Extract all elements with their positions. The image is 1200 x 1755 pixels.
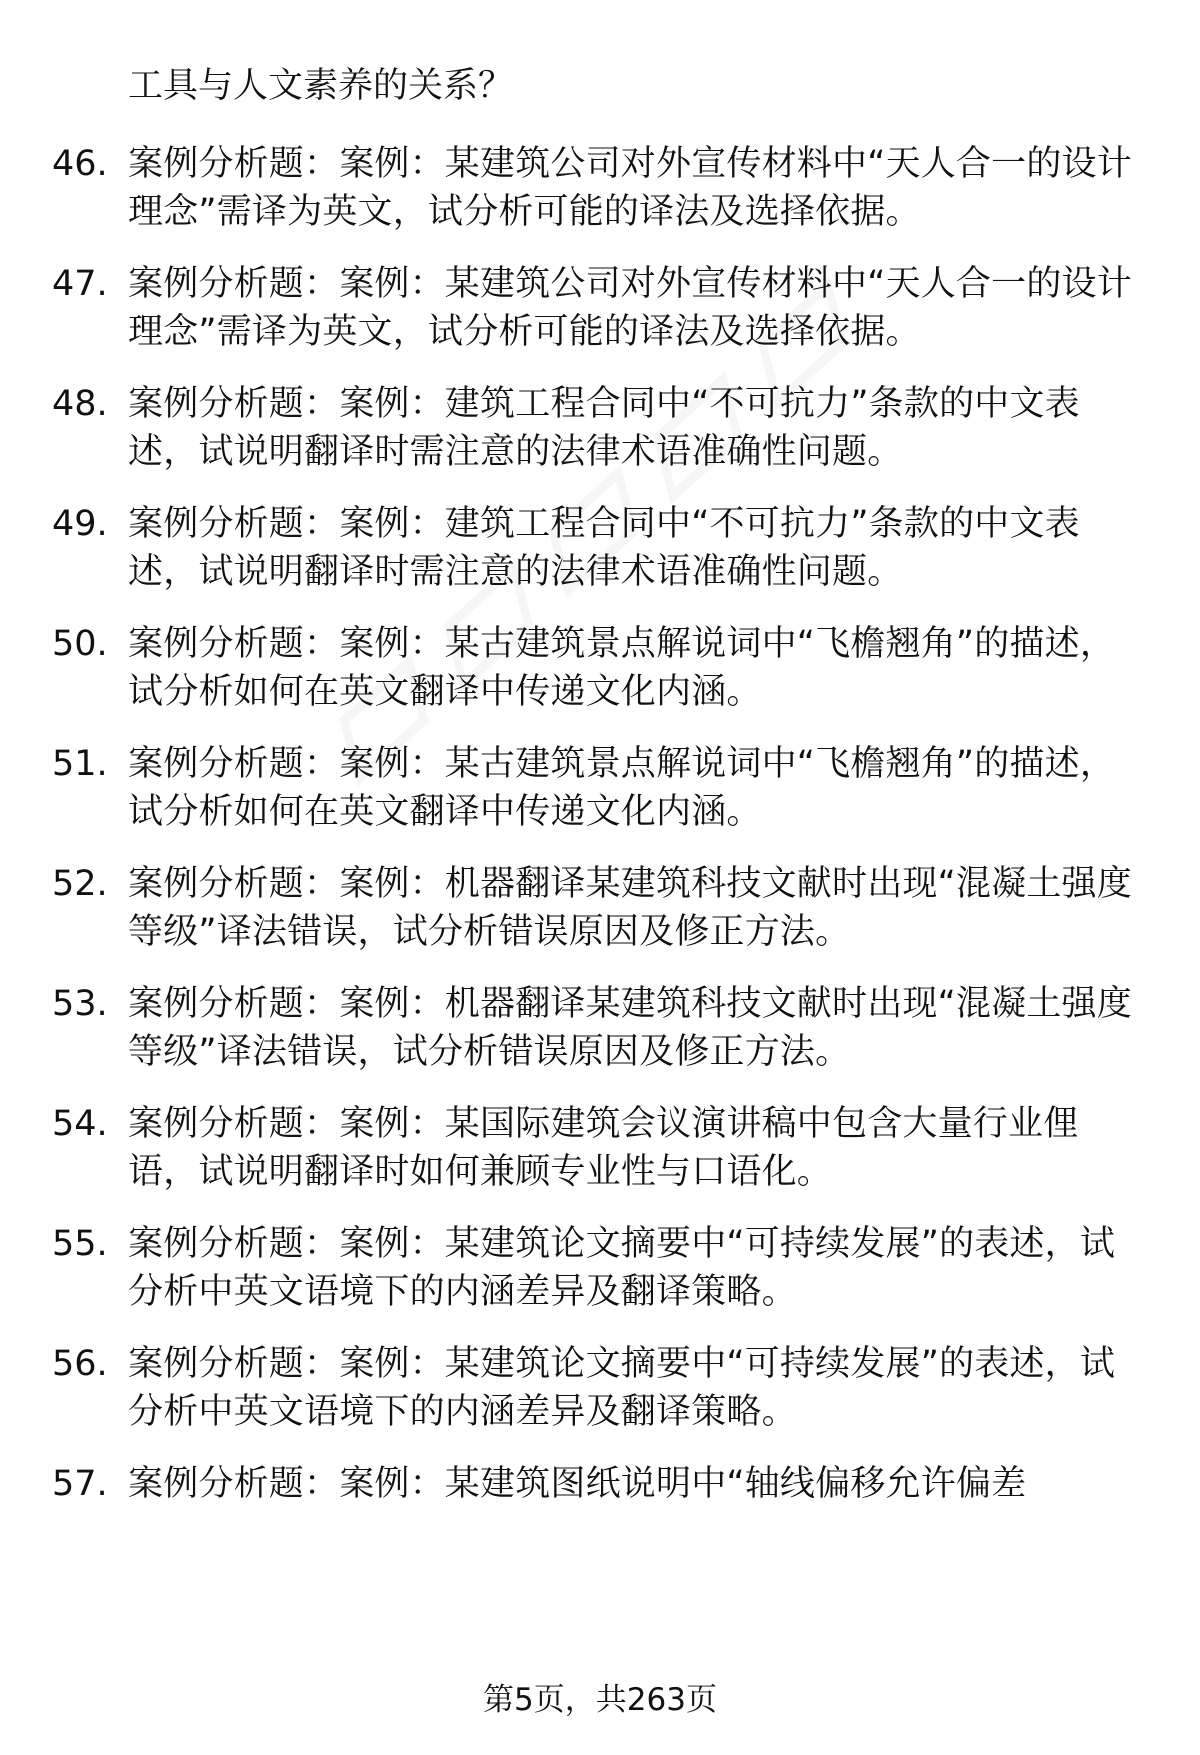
- question-text: 案例分析题：案例：某建筑公司对外宣传材料中“天人合一的设计理念”需译为英文，试分析可能的译法及选择依据。: [128, 264, 1132, 352]
- question-text: 案例分析题：案例：某古建筑景点解说词中“飞檐翘角”的描述，试分析如何在英文翻译中传递文化内涵。: [128, 624, 1116, 712]
- question-text: 案例分析题：案例：某建筑论文摘要中“可持续发展”的表述，试分析中英文语境下的内涵差异及翻译策略。: [128, 1344, 1116, 1432]
- question-text: 案例分析题：案例：建筑工程合同中“不可抗力”条款的中文表述，试说明翻译时需注意的法律术语准确性问题。: [128, 384, 1080, 472]
- question-item: [0, 260, 1200, 380]
- question-text: 案例分析题：案例：某建筑图纸说明中“轴线偏移允许偏差: [128, 1464, 1027, 1504]
- question-text: 案例分析题：案例：某古建筑景点解说词中“飞檐翘角”的描述，试分析如何在英文翻译中传递文化内涵。: [128, 744, 1116, 832]
- question-number: 51.: [52, 744, 108, 784]
- question-item: [0, 620, 1200, 740]
- question-number: 47.: [52, 264, 108, 304]
- question-number: 53.: [52, 984, 108, 1024]
- question-text: 案例分析题：案例：机器翻译某建筑科技文献时出现“混凝土强度等级”译法错误，试分析错误原因及修正方法。: [128, 864, 1132, 952]
- question-item: [0, 1100, 1200, 1220]
- question-number: 46.: [52, 144, 108, 184]
- question-number: 57.: [52, 1464, 108, 1504]
- question-number: 52.: [52, 864, 108, 904]
- question-text: 案例分析题：案例：某建筑公司对外宣传材料中“天人合一的设计理念”需译为英文，试分析可能的译法及选择依据。: [128, 144, 1132, 232]
- question-number: 49.: [52, 504, 108, 544]
- question-text: 案例分析题：案例：建筑工程合同中“不可抗力”条款的中文表述，试说明翻译时需注意的法律术语准确性问题。: [128, 504, 1080, 592]
- continuation-line: 工具与人文素养的关系？: [128, 66, 514, 106]
- question-text: 案例分析题：案例：某国际建筑会议演讲稿中包含大量行业俚语，试说明翻译时如何兼顾专业性与口语化。: [128, 1104, 1079, 1192]
- question-text: 案例分析题：案例：某建筑论文摘要中“可持续发展”的表述，试分析中英文语境下的内涵差异及翻译策略。: [128, 1224, 1116, 1312]
- page-footer: 第5页，共263页: [483, 1682, 717, 1718]
- question-item: [0, 860, 1200, 980]
- question-item: [0, 380, 1200, 500]
- question-item: [0, 1460, 1200, 1580]
- question-item: [0, 1220, 1200, 1340]
- question-item: [0, 500, 1200, 620]
- question-item: [0, 980, 1200, 1100]
- question-item: [0, 1340, 1200, 1460]
- question-item: [0, 140, 1200, 260]
- question-number: 48.: [52, 384, 108, 424]
- question-number: 56.: [52, 1344, 108, 1384]
- question-number: 50.: [52, 624, 108, 664]
- question-number: 55.: [52, 1224, 108, 1264]
- question-item: [0, 740, 1200, 860]
- question-text: 案例分析题：案例：机器翻译某建筑科技文献时出现“混凝土强度等级”译法错误，试分析错误原因及修正方法。: [128, 984, 1132, 1072]
- question-number: 54.: [52, 1104, 108, 1144]
